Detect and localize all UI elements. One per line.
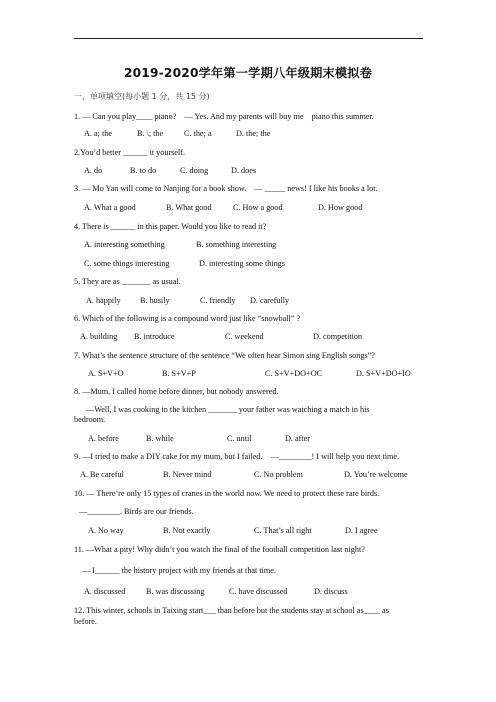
question-stem-line: —________. Birds are our friends. <box>79 507 194 516</box>
option: C. have discussed <box>229 587 288 596</box>
option: D. carefully <box>250 296 290 305</box>
question-stem: 5. They are as _______ as usual. <box>74 277 181 286</box>
question-stem-line: bedroom. <box>74 415 106 424</box>
option: C. That’s all right <box>254 526 312 535</box>
question-stem: 2.You’d better ______ it yourself. <box>74 148 186 157</box>
question-stem: 3. — Mo Yan will come to Nanjing for a book show. — _____ news! I like his books a lot. <box>74 184 378 193</box>
option: C. some things interesting <box>84 259 170 268</box>
option: C. friendly <box>200 296 236 305</box>
option: D. You’re welcome <box>344 470 408 479</box>
question-stem-line: before. <box>74 617 97 626</box>
question-stem: 6. Which of the following is a compound word just like “snowball” ? <box>74 314 301 323</box>
option: D. after <box>285 434 311 443</box>
option: B. S+V+P <box>162 369 196 378</box>
option: C. S+V+DO+OC <box>265 369 323 378</box>
option: A. No way <box>88 526 124 535</box>
question-stem: 12. This winter, schools in Taixing start___ than before but the students stay at school as____ as <box>74 606 389 615</box>
option: A. before <box>88 434 119 443</box>
question-stem: 7. What’s the sentence structure of the sentence “We often hear Simon sing English songs”? <box>74 351 375 360</box>
option: D. competition <box>313 332 363 341</box>
option: C. weekend <box>225 332 264 341</box>
section-heading: 一、单项填空(每小题 1 分，共 15 分) <box>74 92 210 101</box>
option: B. to do <box>130 166 157 175</box>
option: B. while <box>146 434 174 443</box>
option: D. I agree <box>345 526 378 535</box>
option: A. do <box>84 166 103 175</box>
option: D. How good <box>318 203 363 212</box>
option: A. building <box>80 332 118 341</box>
question-stem-line: —Well, I was cooking in the kitchen _______ your father was watching a match in his <box>86 405 370 414</box>
option: B. busily <box>140 296 170 305</box>
option: B. was discussing <box>146 587 205 596</box>
option: A. happily <box>86 296 121 305</box>
option: A. discussed <box>84 587 126 596</box>
question-stem: 1. — Can you play____ piano? — Yes. And my parents will buy me piano this summer. <box>74 112 374 121</box>
question-stem-line: — I______ the history project with my friends at that time. <box>82 566 276 575</box>
header-rule <box>74 38 423 39</box>
question-stem: 9. —I tried to make a DIY cake for my mum, but I failed. —________! I will help you next time. <box>74 452 400 461</box>
option: D. does <box>231 166 257 175</box>
option: B. What good <box>166 203 212 212</box>
question-stem: 8. —Mum, I called home before dinner, but nobody answered. <box>74 387 279 396</box>
option: D. S+V+DO+IO <box>356 369 411 378</box>
option: B. something interesting <box>196 240 277 249</box>
option: A. What a good <box>84 203 136 212</box>
option: D. the; the <box>236 129 271 138</box>
option: A. a; the <box>84 129 112 138</box>
option: D. interesting some things <box>199 259 285 268</box>
option: B. Never mind <box>163 470 212 479</box>
option: B. introduce <box>134 332 175 341</box>
option: C. No problem <box>254 470 303 479</box>
option: A. Be careful <box>80 470 124 479</box>
page-title: 2019-2020学年第一学期八年级期末模拟卷 <box>123 66 373 80</box>
option: A. interesting something <box>84 240 165 249</box>
option: C. until <box>227 434 252 443</box>
option: B. Not exactly <box>163 526 211 535</box>
question-stem: 11. —What a pity! Why didn’t you watch the final of the football competition last night? <box>74 545 365 554</box>
option: D. discuss <box>314 587 348 596</box>
option: A. S+V+O <box>88 369 124 378</box>
option: C. How a good <box>233 203 283 212</box>
question-stem: 4. There is ______ in this paper. Would you like to read it? <box>74 222 267 231</box>
option: B. \; the <box>137 129 164 138</box>
option: C. doing <box>180 166 209 175</box>
option: C. the; a <box>184 129 212 138</box>
question-stem: 10. — There’re only 15 types of cranes in the world now. We need to protect these rare birds. <box>74 489 380 498</box>
